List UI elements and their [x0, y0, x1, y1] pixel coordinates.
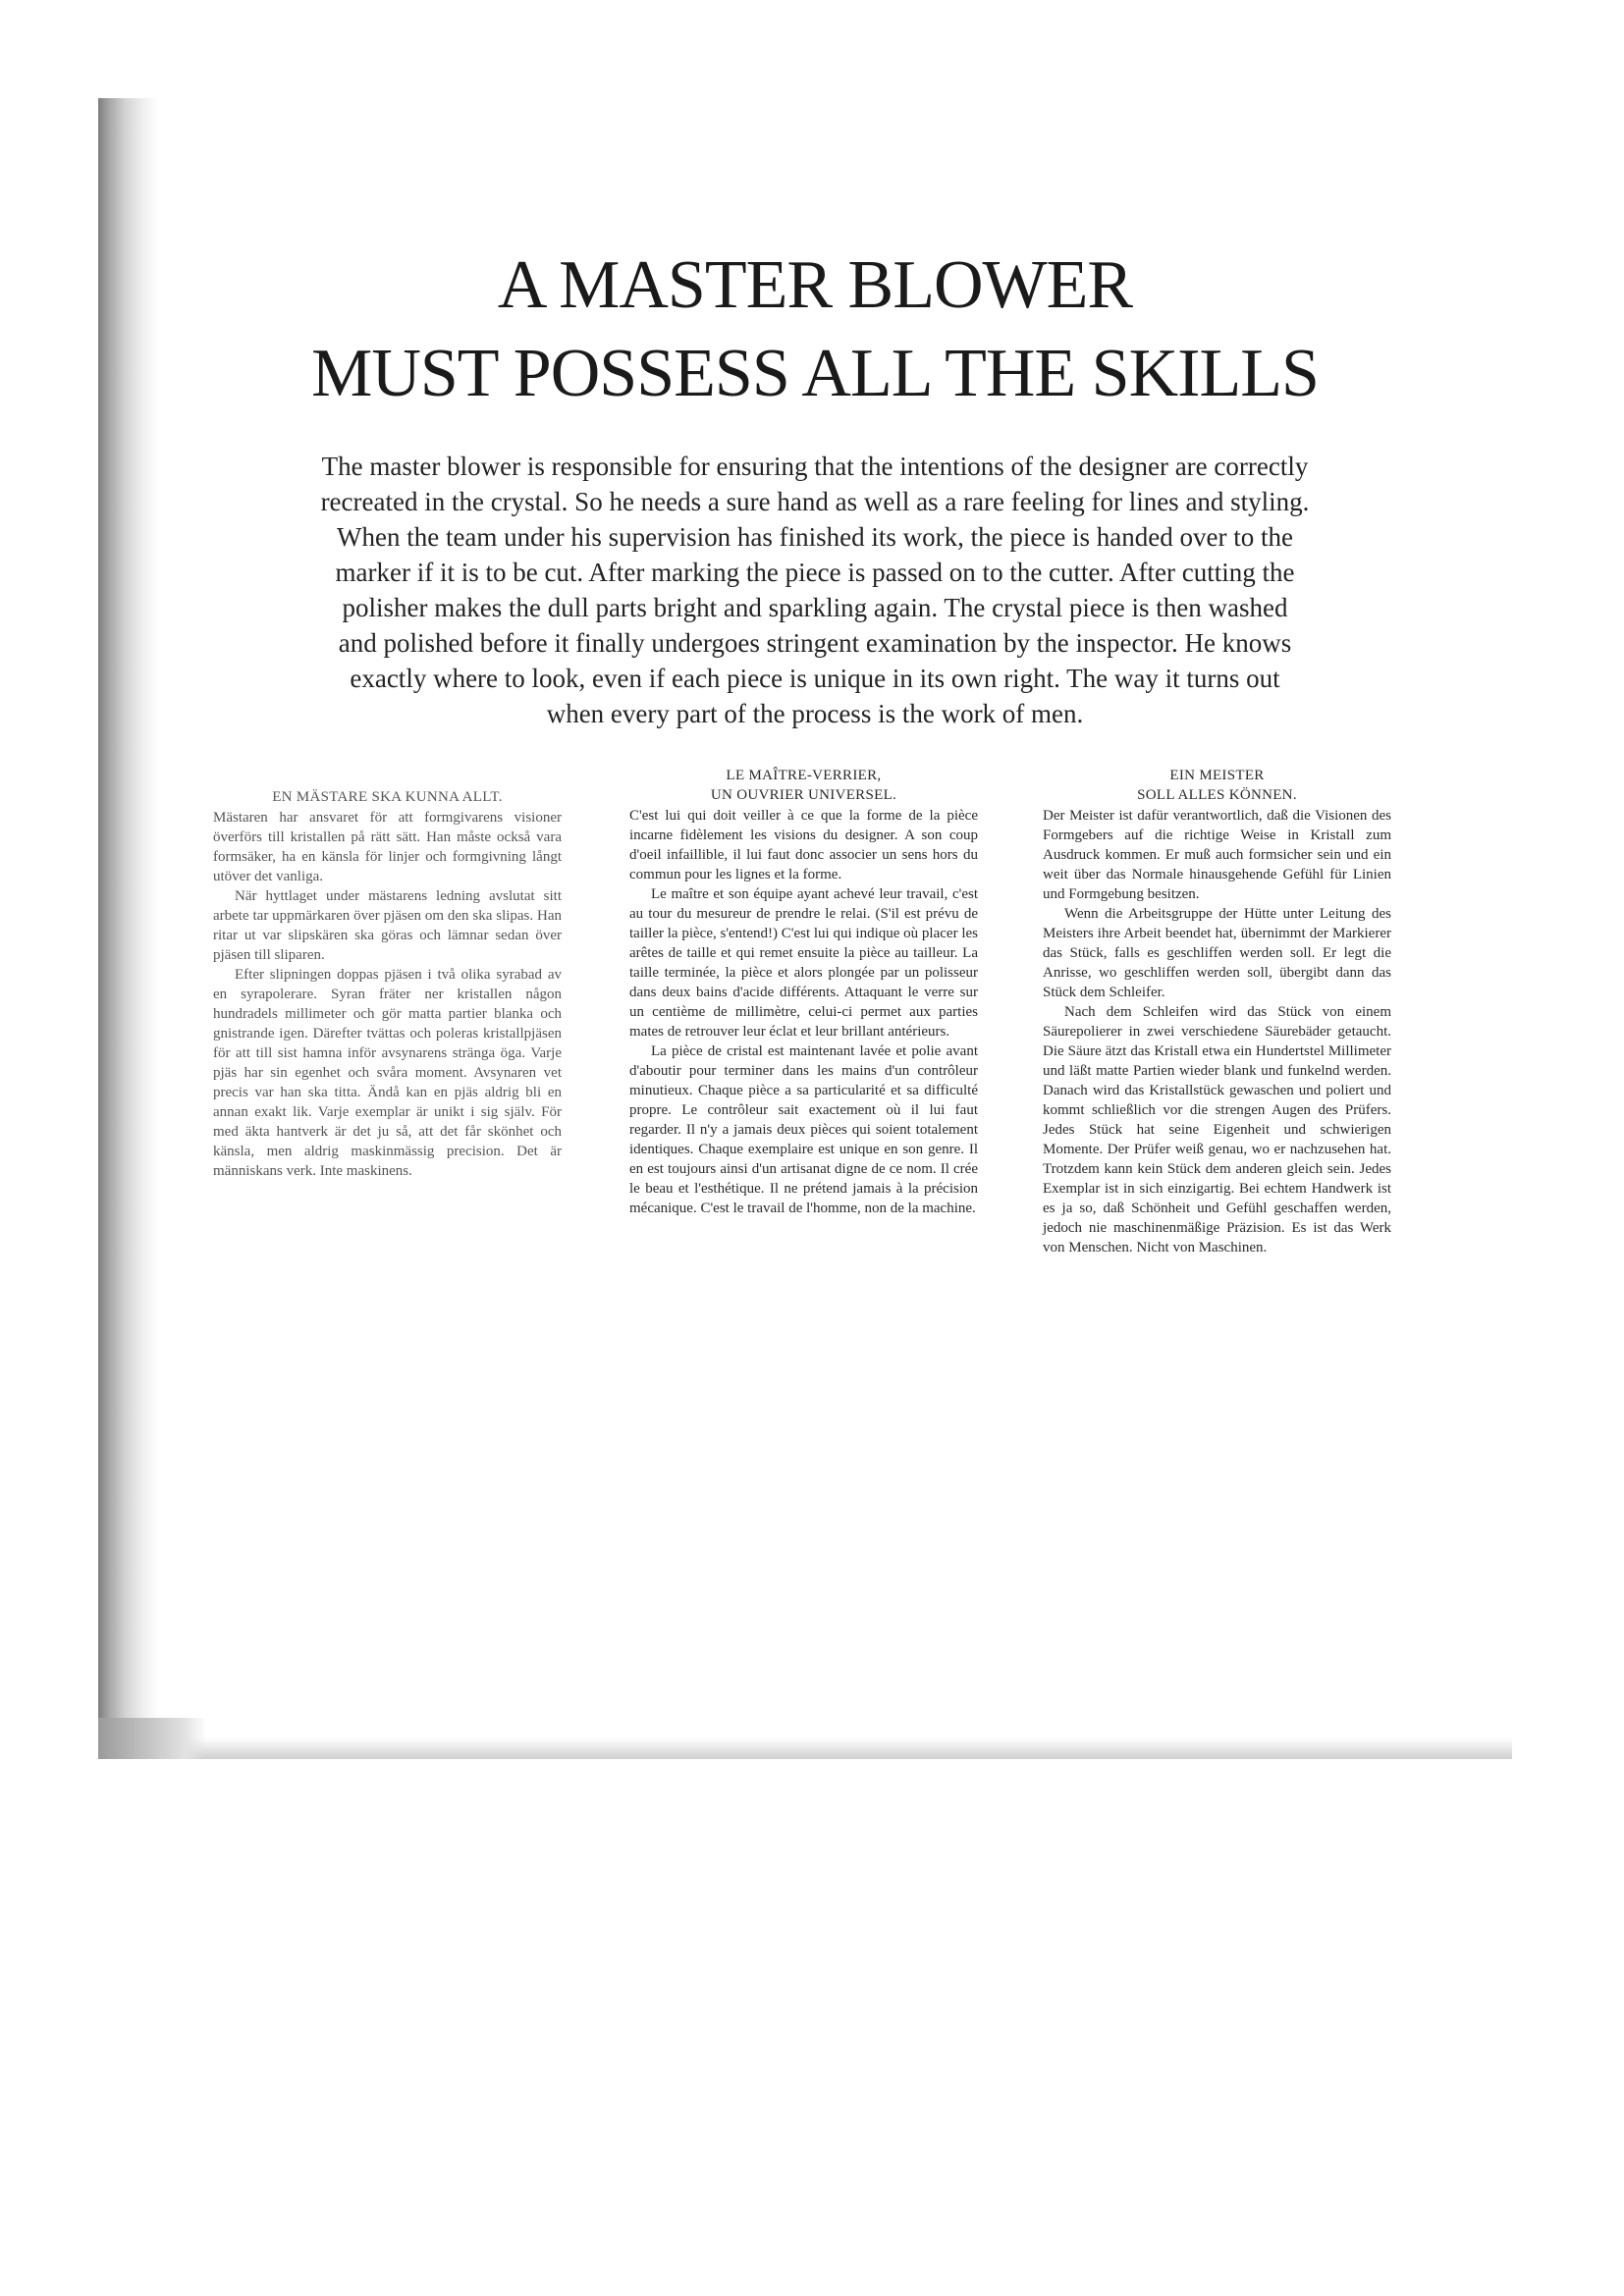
- column-paragraph: Efter slipningen doppas pjäsen i två olika syrabad av en syrapolerare. Syran fräter ner kristallen någon hundradels millimeter och gör matta partier blanka och gnistrande igen. Därefter tvättas och poleras kristallpjäsen för att till sist hamna inför avsynarens stränga öga. Varje pjäs har sin egenhet och svåra moment. Avsynaren vet precis var han ska titta. Ändå kan en pjäs aldrig bli en annan exakt lik. Varje exemplar är unikt i sig själv. För med äkta hantverk är det ju så, att det får skönhet och känsla, men aldrig maskinmässig precision. Det är människans verk. Inte maskinens.: [213, 967, 562, 1179]
- column-paragraph: När hyttlaget under mästarens ledning avslutat sitt arbete tar uppmärkaren över pjäsen om den ska slipas. Han ritar ut var slipskären ska göras och lämnar sedan över pjäsen till sliparen.: [213, 888, 562, 963]
- intro-line: The master blower is responsible for ensuring that the intentions of the designer are correctly: [321, 452, 1309, 481]
- column-french: [629, 766, 978, 1218]
- headline: [157, 241, 1473, 418]
- column-heading: [1043, 766, 1391, 805]
- bottom-edge-shadow: [98, 1737, 1512, 1759]
- intro-line: polisher makes the dull parts bright and sparkling again. The crystal piece is then washed: [342, 593, 1288, 622]
- column-swedish: [213, 787, 562, 1181]
- column-paragraph: C'est lui qui doit veiller à ce que la forme de la pièce incarne fidèlement les visions du designer. A son coup d'oeil infaillible, il lui faut donc associer un sens hors du commun pour les lignes et la forme.: [629, 808, 978, 882]
- intro-line: exactly where to look, even if each piece is unique in its own right. The way it turns out: [350, 664, 1280, 693]
- column-paragraph: La pièce de cristal est maintenant lavée et polie avant d'aboutir pour terminer dans les mains d'un contrôleur minutieux. Chaque pièce a sa particularité et sa difficulté propre. Le contrôleur sait exactement où il lui faut regarder. Il n'y a jamais deux pièces qui soient totalement identiques. Chaque exemplaire est unique en son genre. Il en est toujours ainsi d'un artisanat digne de ce nom. Il crée le beau et l'esthétique. Il ne prétend jamais à la précision mécanique. C'est le travail de l'homme, non de la machine.: [629, 1043, 978, 1216]
- column-heading: [629, 766, 978, 805]
- column-german: [1043, 766, 1391, 1257]
- column-heading-line: SOLL ALLES KÖNNEN.: [1137, 787, 1297, 803]
- column-paragraph: Der Meister ist dafür verantwortlich, daß die Visionen des Formgebers auf die richtige Weise in Kristall zum Ausdruck kommen. Er muß auch formsicher sein und ein weit über das Normale hinausgehende Gefühl für Linien und Formgebung besitzen.: [1043, 808, 1391, 902]
- column-heading: [213, 787, 562, 807]
- column-heading-line: LE MAÎTRE-VERRIER,: [726, 768, 882, 783]
- headline-line-2: MUST POSSESS ALL THE SKILLS: [311, 336, 1319, 411]
- binding-shadow: [98, 98, 159, 1759]
- column-paragraph: Mästaren har ansvaret för att formgivarens visioner överförs till kristallen på rätt sätt. Han måste också vara formsäker, ha en känsla för linjer och formgivning långt utöver det vanliga.: [213, 810, 562, 884]
- intro-line: recreated in the crystal. So he needs a sure hand as well as a rare feeling for lines and styling.: [320, 487, 1310, 516]
- intro-line: When the team under his supervision has finished its work, the piece is handed over to the: [336, 522, 1293, 552]
- column-heading-line: EIN MEISTER: [1169, 768, 1265, 783]
- intro-paragraph: [196, 449, 1434, 731]
- intro-line: and polished before it finally undergoes stringent examination by the inspector. He knows: [338, 628, 1292, 658]
- column-paragraph: Wenn die Arbeitsgruppe der Hütte unter Leitung des Meisters ihre Arbeit beendet hat, übernimmt der Markierer das Stück, falls es geschliffen werden soll. Er legt die Anrisse, wo geschliffen werden soll, übergibt dann das Stück dem Schleifer.: [1043, 906, 1391, 1000]
- column-heading-line: EN MÄSTARE SKA KUNNA ALLT.: [272, 789, 503, 805]
- scanned-page: [98, 98, 1512, 1759]
- column-paragraph: Le maître et son équipe ayant achevé leur travail, c'est au tour du mesureur de prendre le relai. (S'il est prévu de tailler la pièce, s'entend!) C'est lui qui indique où placer les arêtes de taille et qui remet ensuite la pièce au tailleur. La taille terminée, la pièce et alors plongée par un polisseur dans deux bains d'acide différents. Attaquant le verre sur un centième de millimètre, celui-ci permet aux parties mates de retrouver leur éclat et leur brillant antérieurs.: [629, 886, 978, 1040]
- intro-line: when every part of the process is the work of men.: [546, 699, 1084, 728]
- corner-shadow: [98, 1718, 206, 1759]
- intro-line: marker if it is to be cut. After marking the piece is passed on to the cutter. After cutting the: [335, 558, 1295, 587]
- column-heading-line: UN OUVRIER UNIVERSEL.: [710, 787, 897, 803]
- column-paragraph: Nach dem Schleifen wird das Stück von einem Säurepolierer in zwei verschiedene Säurebäder getaucht. Die Säure ätzt das Kristall etwa ein Hundertstel Millimeter und läßt matte Partien wieder blank und funkelnd werden. Danach wird das Kristallstück gewaschen und poliert und kommt schließlich vor die strengen Augen des Prüfers. Jedes Stück hat seine Eigenheit und schwierigen Momente. Der Prüfer weiß genau, wo er nachzusehen hat. Trotzdem kann kein Stück dem anderen gleich sein. Jedes Exemplar ist in sich einzigartig. Bei echtem Handwerk ist es ja so, daß Schönheit und Gefühl geschaffen werden, jedoch nie maschinenmäßige Präzision. Es ist das Werk von Menschen. Nicht von Maschinen.: [1043, 1004, 1391, 1255]
- headline-line-1: A MASTER BLOWER: [497, 247, 1133, 323]
